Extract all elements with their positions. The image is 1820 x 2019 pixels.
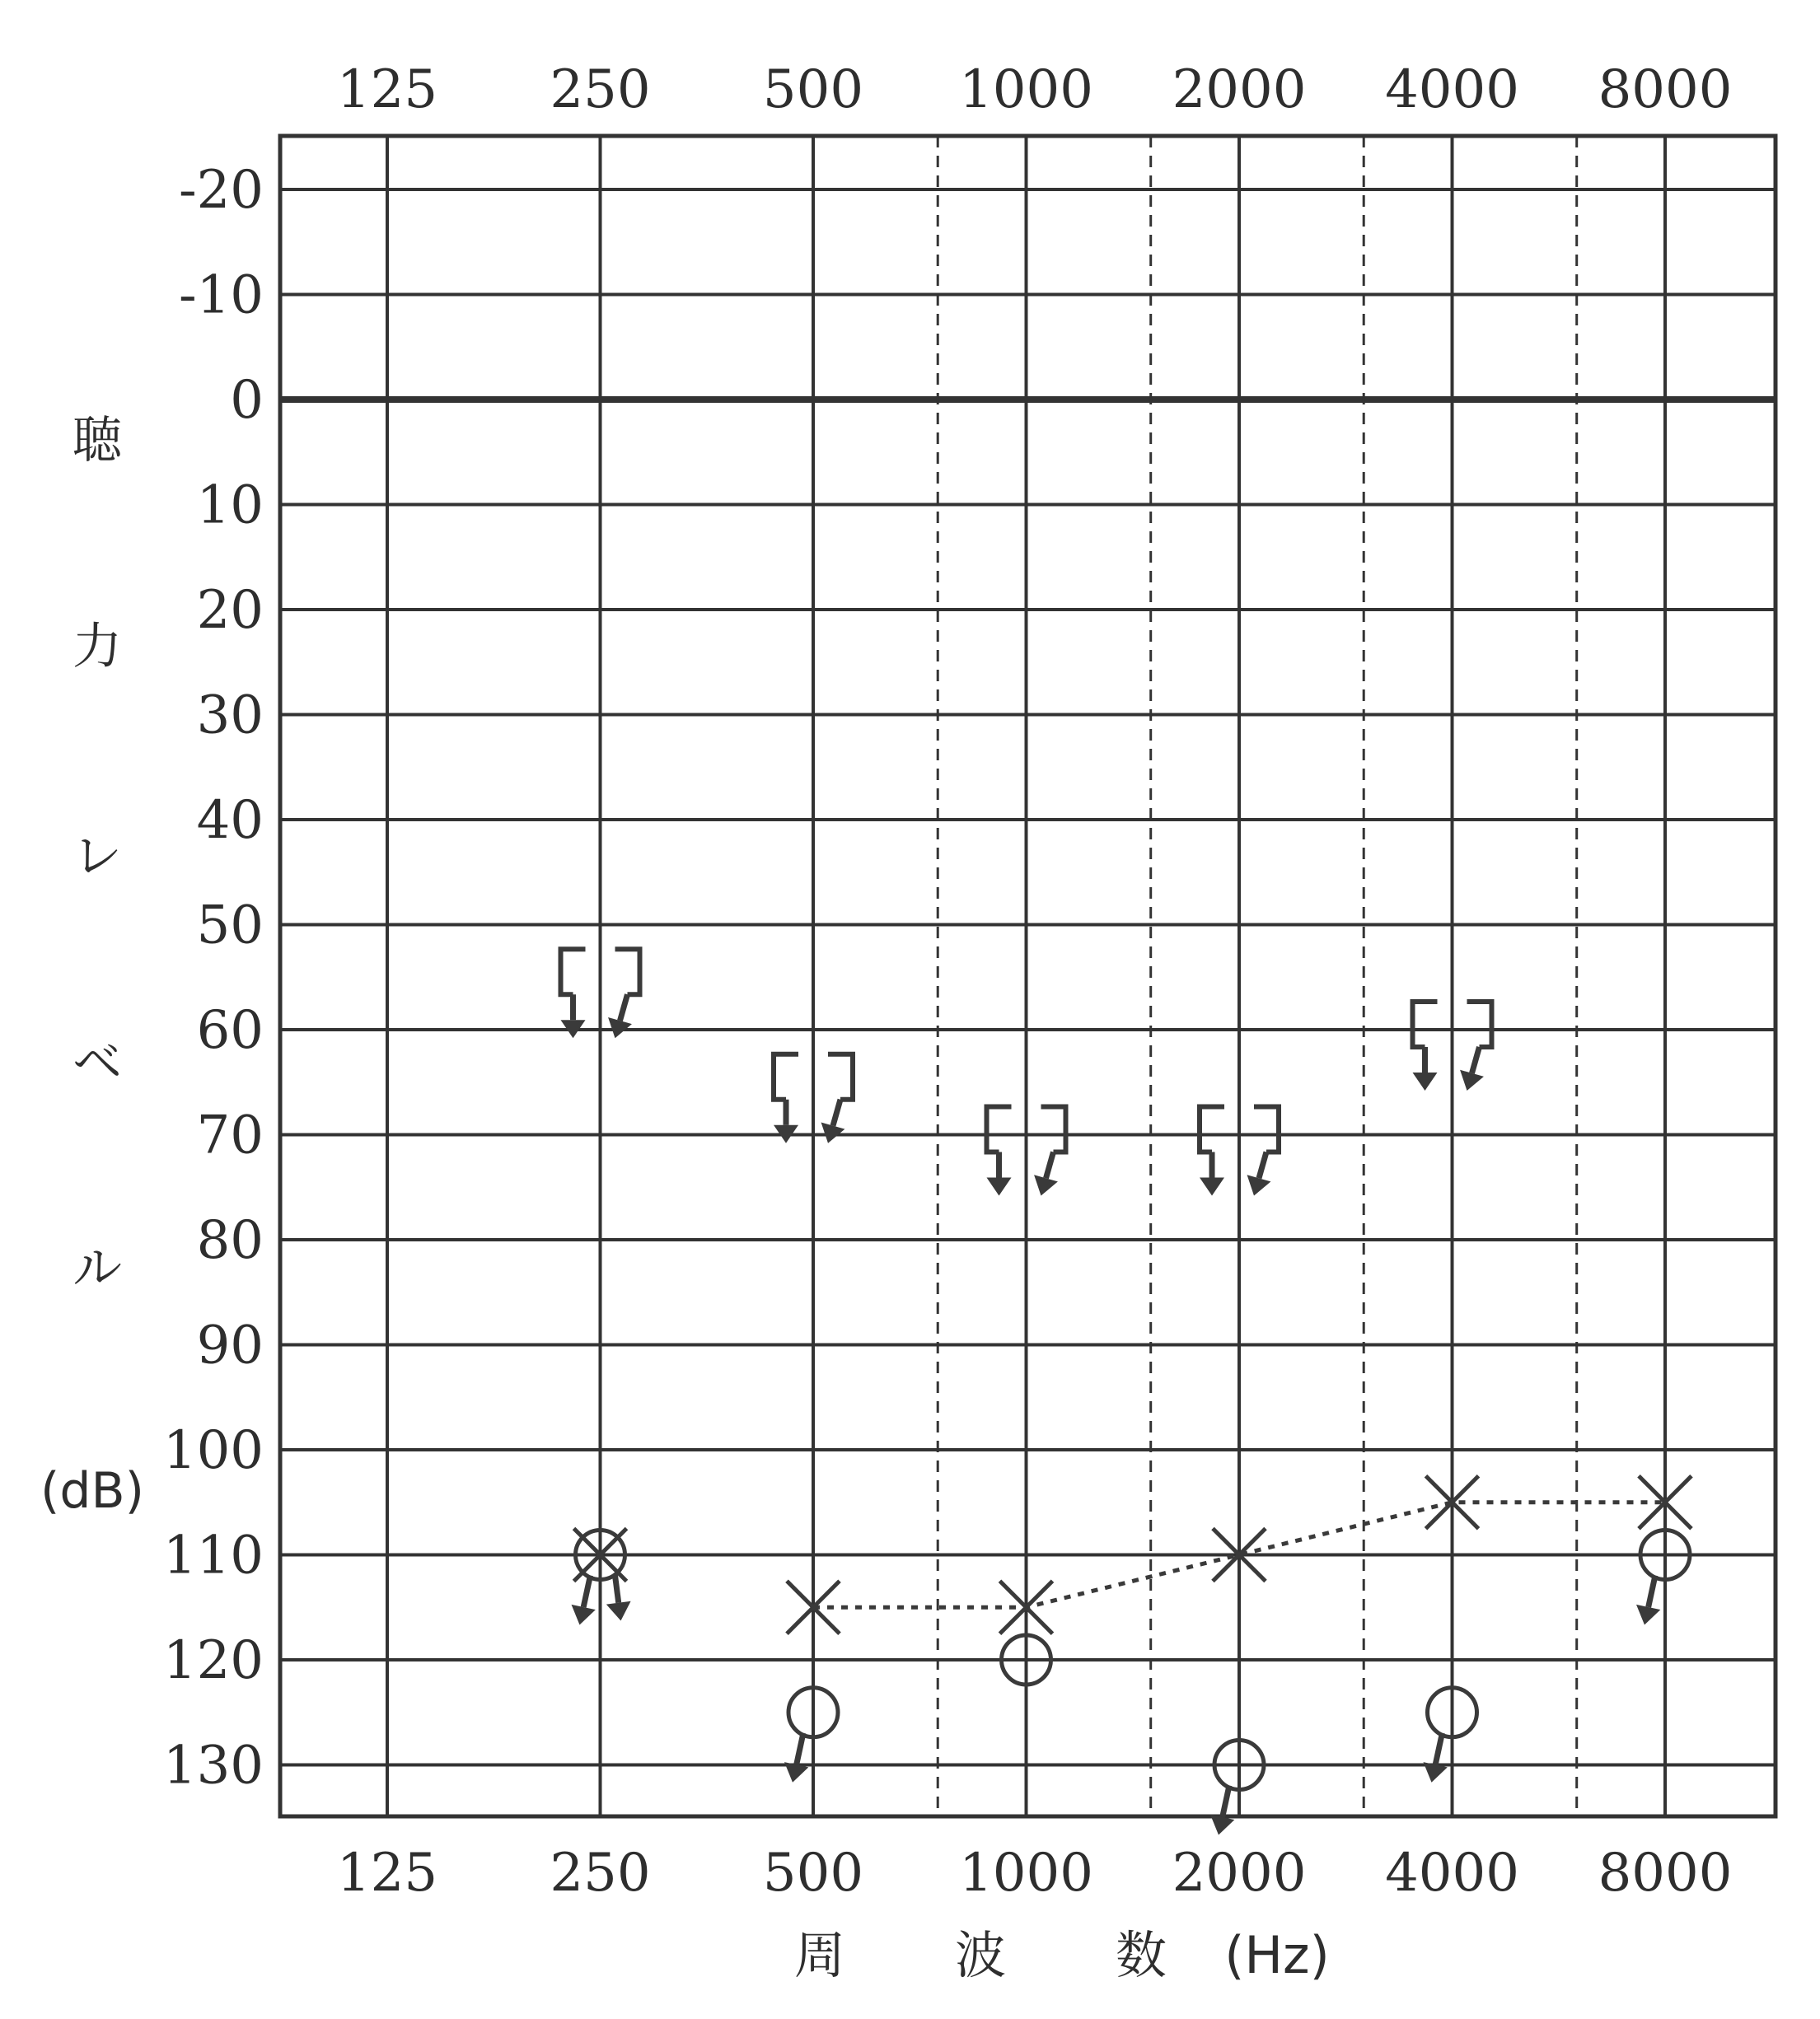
x-axis-unit: (Hz) bbox=[1224, 1925, 1330, 1985]
x-tick-label-top: 2000 bbox=[1172, 59, 1307, 120]
x-tick-label-top: 1000 bbox=[959, 59, 1093, 120]
y-tick-label: 80 bbox=[196, 1210, 264, 1271]
y-axis-unit: (dB) bbox=[40, 1462, 145, 1520]
circle-scale-out-arrow bbox=[1210, 1786, 1234, 1835]
x-scale-out-arrow bbox=[606, 1576, 631, 1621]
circle-mark bbox=[1636, 1531, 1690, 1625]
x-tick-label-bottom: 8000 bbox=[1598, 1843, 1733, 1904]
circle-scale-out-arrow bbox=[571, 1576, 595, 1625]
circle-mark bbox=[1423, 1688, 1476, 1783]
bracket-right-mark bbox=[608, 949, 639, 1038]
series-bracket-right bbox=[608, 949, 1491, 1195]
bracket-left-mark bbox=[1200, 1107, 1224, 1196]
y-tick-label: 90 bbox=[196, 1315, 264, 1376]
y-tick-label: 0 bbox=[230, 370, 264, 431]
x-tick-label-bottom: 1000 bbox=[959, 1843, 1093, 1904]
bracket-right-arrow bbox=[1247, 1152, 1271, 1196]
circle-scale-out-arrow bbox=[1423, 1733, 1447, 1783]
bracket-left-arrow bbox=[987, 1152, 1012, 1196]
axis-ticks bbox=[163, 59, 1733, 1904]
bracket-right-arrow bbox=[821, 1100, 845, 1143]
y-tick-label: 130 bbox=[162, 1735, 264, 1797]
x-tick-label-top: 250 bbox=[550, 59, 651, 120]
circle-scale-out-arrow bbox=[1636, 1576, 1660, 1625]
x-axis-label-char: 周 bbox=[793, 1925, 846, 1985]
bracket-right-arrow bbox=[1460, 1047, 1484, 1091]
y-tick-label: 30 bbox=[196, 685, 264, 746]
y-tick-label: 40 bbox=[196, 790, 264, 851]
bracket-right-arrow bbox=[1034, 1152, 1058, 1196]
circle-scale-out-arrow bbox=[784, 1733, 808, 1783]
bracket-right-arrow bbox=[608, 994, 632, 1038]
x-tick-label-bottom: 500 bbox=[762, 1843, 864, 1904]
x-tick-label-top: 500 bbox=[762, 59, 864, 120]
x-tick-label-top: 4000 bbox=[1385, 59, 1519, 120]
bracket-left-mark bbox=[987, 1107, 1012, 1196]
x-axis-label-char: 数 bbox=[1115, 1925, 1167, 1985]
bracket-left-mark bbox=[1413, 1002, 1438, 1091]
bracket-left-arrow bbox=[1200, 1152, 1224, 1196]
x-tick-label-bottom: 125 bbox=[336, 1843, 438, 1904]
y-axis-label-char: 力 bbox=[73, 618, 122, 675]
bracket-left-arrow bbox=[1413, 1047, 1438, 1091]
data-marks bbox=[561, 949, 1692, 1834]
bracket-right-mark bbox=[1247, 1107, 1279, 1196]
bracket-left-arrow bbox=[561, 994, 586, 1038]
bracket-right-mark bbox=[821, 1054, 853, 1143]
bracket-left-mark bbox=[561, 949, 586, 1038]
y-axis-label-char: 聴 bbox=[73, 412, 122, 470]
y-tick-label: 50 bbox=[196, 895, 264, 956]
y-tick-label: 100 bbox=[162, 1420, 264, 1481]
series-bracket-left bbox=[561, 949, 1438, 1195]
bracket-right-mark bbox=[1460, 1002, 1491, 1091]
x-tick-label-bottom: 250 bbox=[550, 1843, 651, 1904]
x-tick-label-bottom: 2000 bbox=[1172, 1843, 1307, 1904]
x-tick-label-top: 125 bbox=[336, 59, 438, 120]
bracket-left-mark bbox=[774, 1054, 798, 1143]
circle-mark bbox=[784, 1688, 838, 1783]
series-circle bbox=[571, 1531, 1690, 1835]
grid bbox=[280, 136, 1776, 1816]
y-tick-label: 60 bbox=[196, 1000, 264, 1061]
y-tick-label: 70 bbox=[196, 1105, 264, 1166]
y-tick-label: 110 bbox=[162, 1525, 264, 1587]
y-tick-label: 10 bbox=[196, 474, 264, 536]
bracket-left-arrow bbox=[774, 1100, 798, 1143]
x-tick-label-bottom: 4000 bbox=[1385, 1843, 1519, 1904]
y-axis-label-char: ル bbox=[73, 1240, 122, 1297]
y-tick-label: 20 bbox=[196, 580, 264, 641]
y-tick-label: -10 bbox=[178, 264, 264, 326]
y-axis-label-char: ベ bbox=[73, 1034, 122, 1091]
x-tick-label-top: 8000 bbox=[1598, 59, 1733, 120]
y-tick-label: 120 bbox=[162, 1630, 264, 1691]
y-tick-label: -20 bbox=[178, 160, 264, 221]
bracket-right-mark bbox=[1034, 1107, 1065, 1196]
x-axis-label-char: 波 bbox=[954, 1925, 1007, 1985]
circle-mark bbox=[1210, 1741, 1264, 1835]
y-axis-label-char: レ bbox=[73, 828, 122, 886]
